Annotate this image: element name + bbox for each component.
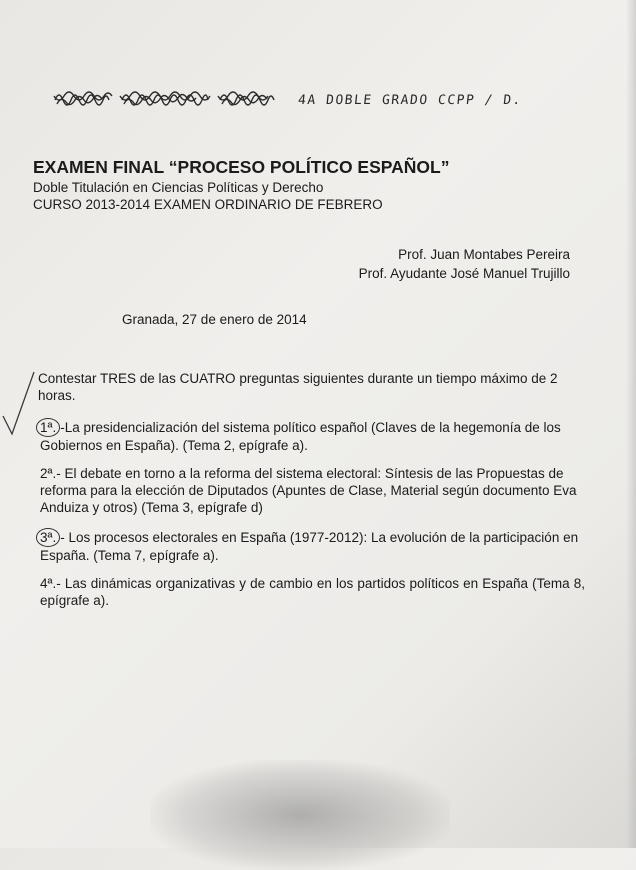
question-4-number: 4ª. xyxy=(40,576,57,591)
professor-line-2: Prof. Ayudante José Manuel Trujillo xyxy=(358,266,570,281)
place-date: Granada, 27 de enero de 2014 xyxy=(122,312,307,327)
question-3-number-circled: 3ª. xyxy=(36,528,60,547)
camera-shadow xyxy=(150,760,450,870)
exam-course: CURSO 2013-2014 EXAMEN ORDINARIO DE FEBRERO xyxy=(33,197,383,212)
question-3-text: Los procesos electorales en España (1977-2012): La evolución de la participación en España. (Tema 7, epígrafe a). xyxy=(40,530,579,563)
question-4 xyxy=(40,575,585,609)
question-2-number: 2ª. xyxy=(40,466,57,481)
redacted-name-scribble xyxy=(52,86,277,112)
checkmark-icon xyxy=(0,368,40,438)
exam-title: EXAMEN FINAL “PROCESO POLÍTICO ESPAÑOL” xyxy=(33,157,450,177)
handwritten-group-note: 4A DOBLE GRADO CCPP / D. xyxy=(297,93,523,108)
question-1-separator: - xyxy=(60,420,65,435)
question-3 xyxy=(40,528,585,564)
question-4-separator: - xyxy=(56,576,65,591)
question-2-text: El debate en torno a la reforma del sistema electoral: Síntesis de las Propuestas de reforma para la elección de Diputados (Apuntes de Clase, Material según documento Eva Anduiza y otros) (Tema 3, epígrafe d) xyxy=(40,466,577,515)
question-2-separator: - xyxy=(56,466,65,481)
exam-subtitle: Doble Titulación en Ciencias Políticas y Derecho xyxy=(33,180,324,195)
question-1 xyxy=(40,418,585,454)
paper-edge xyxy=(626,0,636,848)
professors-block xyxy=(359,245,570,283)
question-2 xyxy=(40,465,585,516)
question-1-number-circled: 1ª. xyxy=(36,418,60,437)
instructions: Contestar TRES de las CUATRO preguntas siguientes durante un tiempo máximo de 2 horas. xyxy=(38,371,558,403)
question-1-text: La presidencialización del sistema político español (Claves de la hegemonía de los Gobiernos en España). (Tema 2, epígrafe a). xyxy=(40,420,561,453)
question-3-separator: - xyxy=(60,530,69,545)
question-4-text: Las dinámicas organizativas y de cambio en los partidos políticos en España (Tema 8, epígrafe a). xyxy=(40,576,585,608)
professor-line-1: Prof. Juan Montabes Pereira xyxy=(398,247,570,262)
